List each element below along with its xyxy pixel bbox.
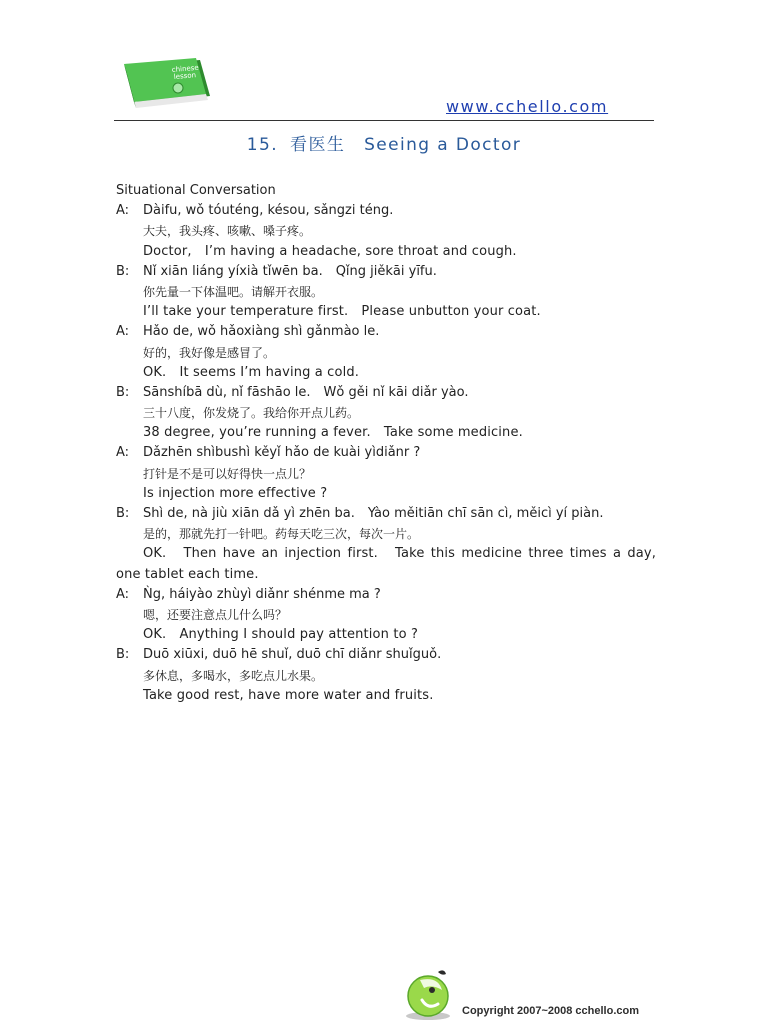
- pinyin-text: Shì de, nà jiù xiān dǎ yì zhēn ba. Yào měitiān chī sān cì, měicì yí piàn.: [143, 506, 604, 521]
- dialogue-pinyin-line: [116, 443, 656, 463]
- section-title: Situational Conversation: [116, 183, 276, 198]
- chinese-text: 大夫，我头疼、咳嗽、嗓子疼。: [143, 224, 312, 239]
- dialogue-english-line: [116, 686, 656, 706]
- dialogue-chinese-line: [116, 221, 656, 241]
- lesson-title-en: Seeing a Doctor: [364, 135, 522, 155]
- dialogue-pinyin-line: [116, 504, 656, 524]
- english-text-continuation: one tablet each time.: [116, 566, 259, 582]
- speaker-label: B:: [116, 506, 130, 521]
- english-text: 38 degree, you’re running a fever. Take some medicine.: [143, 425, 523, 441]
- dialogue-pinyin-line: [116, 383, 656, 403]
- dialogue-chinese-line: [116, 282, 656, 302]
- chinese-text: 打针是不是可以好得快一点儿？: [143, 466, 312, 481]
- dialogue-chinese-line: [116, 666, 656, 686]
- dialogue-english-line: [116, 302, 656, 322]
- dialogue-english-line: [116, 423, 656, 443]
- pinyin-text: Duō xiūxi, duō hē shuǐ, duō chī diǎnr shuǐguǒ.: [143, 647, 442, 663]
- speaker-label: B:: [116, 263, 130, 279]
- chinese-text: 好的，我好像是感冒了。: [143, 345, 276, 360]
- english-text: Doctor, I’m having a headache, sore throat and cough.: [143, 243, 517, 259]
- english-text: Is injection more effective ?: [143, 485, 328, 501]
- pinyin-text: Nǐ xiān liáng yíxià tǐwēn ba. Qǐng jiěkāi yīfu.: [143, 263, 437, 279]
- dialogue-pinyin-line: [116, 201, 656, 221]
- dialogue-english-line: [116, 484, 656, 504]
- english-text: OK. Then have an injection first. Take this medicine three times a day,: [143, 546, 656, 562]
- dialogue-pinyin-line: [116, 645, 656, 665]
- chinese-text: 嗯，还要注意点儿什么吗？: [143, 607, 288, 622]
- speaker-label: A:: [116, 586, 130, 602]
- chinese-text: 多休息，多喝水，多吃点儿水果。: [143, 668, 324, 683]
- english-text: OK. Anything I should pay attention to ?: [143, 627, 419, 643]
- dialogue-chinese-line: [116, 343, 656, 363]
- copyright-text: Copyright 2007~2008 cchello.com: [462, 1005, 639, 1017]
- chinese-text: 三十八度，你发烧了。我给你开点儿药。: [143, 406, 360, 421]
- dialogue-pinyin-line: [116, 262, 656, 282]
- chinese-text: 是的，那就先打一针吧。药每天吃三次，每次一片。: [143, 527, 420, 542]
- english-text: Take good rest, have more water and fruits.: [143, 687, 434, 703]
- english-text: I’ll take your temperature first. Please unbutton your coat.: [143, 304, 541, 320]
- dialogue-chinese-line: [116, 605, 656, 625]
- cchello-footer-logo: [398, 966, 460, 1022]
- dialogue-pinyin-line: [116, 585, 656, 605]
- pinyin-text: Ǹg, háiyào zhùyì diǎnr shénme ma ?: [143, 586, 381, 602]
- chinese-lesson-book-logo: [114, 56, 214, 108]
- conversation: [116, 181, 656, 706]
- dialogue-pinyin-line: [116, 322, 656, 342]
- dialogue-english-line: [116, 242, 656, 262]
- speaker-label: A:: [116, 445, 130, 461]
- dialogue-chinese-line: [116, 524, 656, 544]
- dialogue-chinese-line: [116, 403, 656, 423]
- pinyin-text: Dàifu, wǒ tóuténg, késou, sǎngzi téng.: [143, 203, 394, 219]
- speaker-label: A:: [116, 324, 130, 340]
- lesson-number: 15.: [246, 135, 279, 155]
- lesson-title-zh: 看医生: [290, 135, 346, 155]
- dialogue-english-line: [116, 625, 656, 645]
- speaker-label: B:: [116, 647, 130, 663]
- header-rule: [114, 120, 654, 121]
- speaker-label: B:: [116, 384, 130, 400]
- logo-text: chinese: [171, 63, 200, 74]
- pinyin-text: Dǎzhēn shìbushì kěyǐ hǎo de kuài yìdiǎnr ?: [143, 445, 421, 461]
- dialogue-chinese-line: [116, 464, 656, 484]
- dialogue-english-line: [116, 544, 656, 564]
- speaker-label: A:: [116, 203, 130, 219]
- site-link[interactable]: www.cchello.com: [446, 97, 609, 116]
- svg-text:lesson: lesson: [173, 71, 197, 81]
- pinyin-text: Hǎo de, wǒ hǎoxiàng shì gǎnmào le.: [143, 324, 380, 340]
- lesson-title: [0, 130, 768, 155]
- english-text: OK. It seems I’m having a cold.: [143, 364, 360, 380]
- chinese-text: 你先量一下体温吧。请解开衣服。: [143, 284, 324, 299]
- pinyin-text: Sānshíbā dù, nǐ fāshāo le. Wǒ gěi nǐ kāi diǎr yào.: [143, 384, 469, 400]
- dialogue-english-line: [116, 363, 656, 383]
